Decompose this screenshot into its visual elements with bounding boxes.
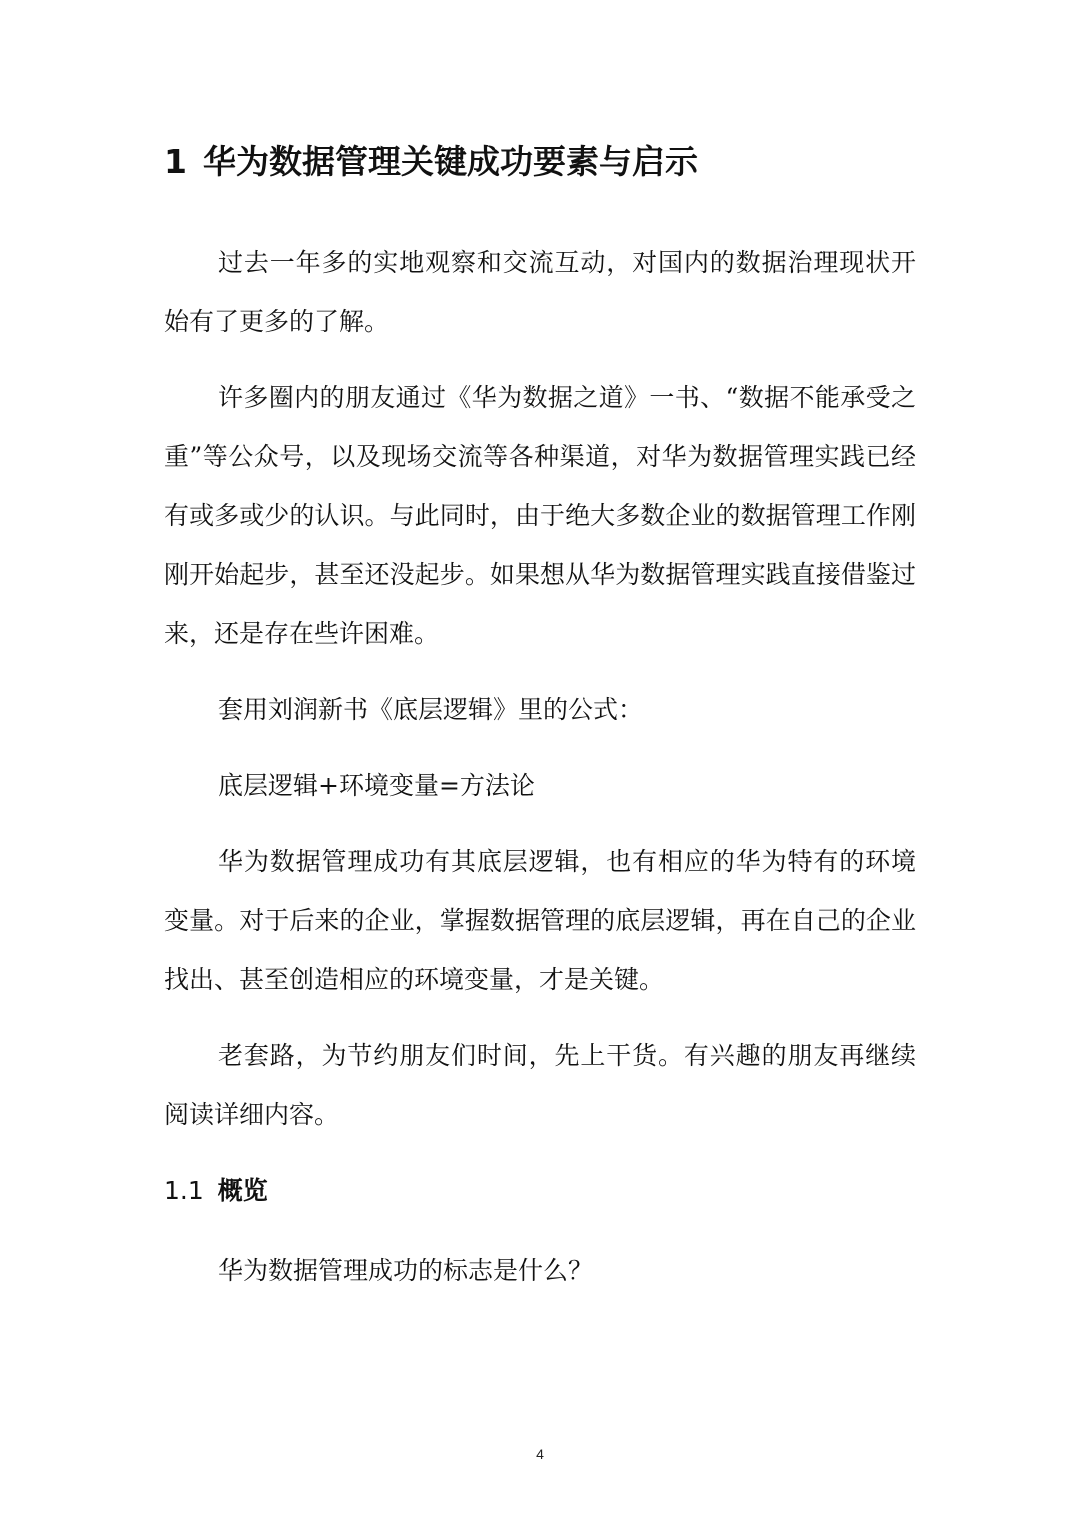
subsection-title: 概览 — [217, 1176, 268, 1205]
page-content — [164, 140, 916, 1300]
page-number: 4 — [536, 1446, 544, 1462]
formula-paragraph: 底层逻辑+环境变量=方法论 — [218, 771, 535, 800]
paragraph: 许多圈内的朋友通过《华为数据之道》一书、“数据不能承受之重”等公众号，以及现场交流等各种渠道，对华为数据管理实践已经有或多或少的认识。与此同时，由于绝大多数企业的数据管理工作刚刚开始起步，甚至还没起步。如果想从华为数据管理实践直接借鉴过来，还是存在些许困难。 — [164, 383, 916, 648]
subsection-heading — [164, 1161, 916, 1220]
paragraph: 过去一年多的实地观察和交流互动，对国内的数据治理现状开始有了更多的了解。 — [164, 248, 916, 336]
section-title: 华为数据管理关键成功要素与启示 — [202, 142, 698, 181]
section-number: 1 — [164, 142, 187, 181]
paragraph: 老套路，为节约朋友们时间，先上干货。有兴趣的朋友再继续阅读详细内容。 — [164, 1041, 916, 1129]
paragraph: 华为数据管理成功有其底层逻辑，也有相应的华为特有的环境变量。对于后来的企业，掌握数据管理的底层逻辑，再在自己的企业找出、甚至创造相应的环境变量，才是关键。 — [164, 847, 916, 994]
subsection-number: 1.1 — [164, 1176, 204, 1205]
section-heading — [164, 140, 916, 184]
paragraph: 华为数据管理成功的标志是什么？ — [218, 1256, 594, 1285]
paragraph: 套用刘润新书《底层逻辑》里的公式： — [218, 695, 644, 724]
